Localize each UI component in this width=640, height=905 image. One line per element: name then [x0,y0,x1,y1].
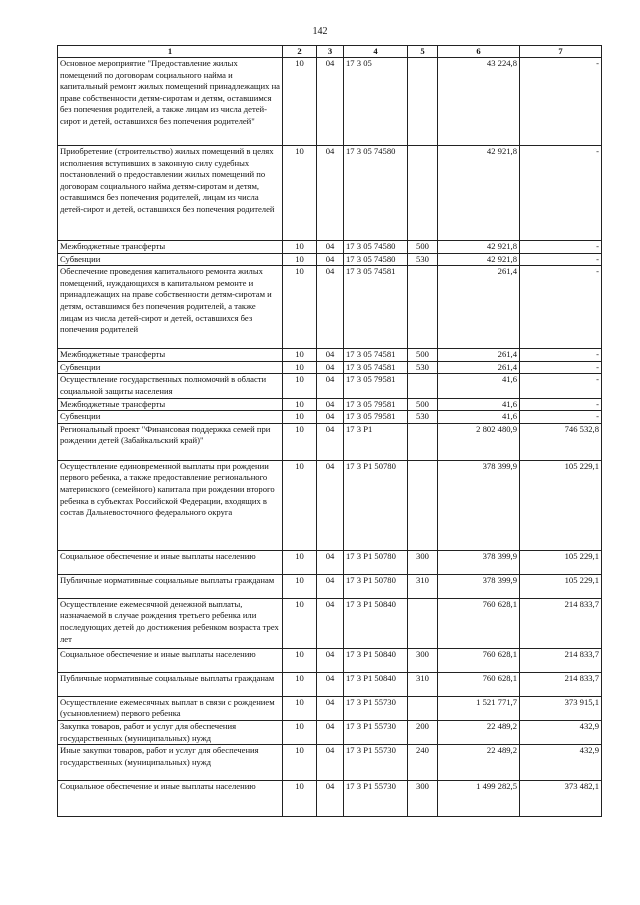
cell-name: Осуществление государственных полномочий в области социальной защиты населения [58,374,283,398]
cell-subsection: 04 [317,598,344,648]
cell-target-article: 17 3 P1 55730 [344,745,408,781]
cell-amount-2: 373 482,1 [520,781,602,817]
column-header: 7 [520,46,602,58]
cell-amount-1: 42 921,8 [438,241,520,254]
table-row [58,374,602,398]
table-row [58,398,602,411]
cell-target-article: 17 3 05 74581 [344,361,408,374]
table-row [58,266,602,349]
cell-amount-1: 41,6 [438,398,520,411]
cell-name: Приобретение (строительство) жилых помещений в целях исполнения вступивших в законную силу судебных постановлений о предоставлении жилых помещений по договорам социального найма детям-сиротам и детям, оставшимся без попечения родителей, лицам из числа детей-сирот и детей, оставшихся без попечения родителей [58,146,283,241]
cell-amount-2: 432,9 [520,720,602,744]
cell-name: Социальное обеспечение и иные выплаты населению [58,781,283,817]
cell-target-article: 17 3 05 79581 [344,374,408,398]
cell-section: 10 [283,266,317,349]
table-row [58,361,602,374]
cell-expense-type: 530 [408,361,438,374]
table-body [58,58,602,817]
cell-target-article: 17 3 P1 55730 [344,781,408,817]
cell-amount-1: 2 802 480,9 [438,423,520,460]
table-row [58,648,602,672]
cell-section: 10 [283,349,317,362]
table-row [58,550,602,574]
table-row [58,146,602,241]
cell-target-article: 17 3 P1 [344,423,408,460]
cell-expense-type: 310 [408,672,438,696]
cell-name: Социальное обеспечение и иные выплаты населению [58,648,283,672]
cell-amount-1: 261,4 [438,349,520,362]
cell-expense-type: 240 [408,745,438,781]
cell-subsection: 04 [317,349,344,362]
cell-name: Осуществление единовременной выплаты при рождении первого ребенка, а также предоставление регионального материнского (семейного) капитала при рождении второго ребенка в субъектах Российской Федерации, входящих в состав Дальневосточного федерального округа [58,460,283,550]
cell-amount-2: 105 229,1 [520,460,602,550]
cell-target-article: 17 3 05 74581 [344,266,408,349]
cell-name: Межбюджетные трансферты [58,349,283,362]
table-row [58,349,602,362]
table-row [58,241,602,254]
cell-section: 10 [283,745,317,781]
cell-amount-1: 378 399,9 [438,550,520,574]
column-header: 1 [58,46,283,58]
cell-expense-type [408,696,438,720]
cell-section: 10 [283,253,317,266]
cell-amount-2: 105 229,1 [520,574,602,598]
table-row [58,423,602,460]
cell-amount-2: - [520,349,602,362]
cell-target-article: 17 3 P1 55730 [344,696,408,720]
cell-section: 10 [283,598,317,648]
cell-subsection: 04 [317,672,344,696]
cell-amount-1: 760 628,1 [438,648,520,672]
cell-amount-2: 214 833,7 [520,648,602,672]
cell-expense-type: 310 [408,574,438,598]
cell-name: Осуществление ежемесячных выплат в связи с рождением (усыновлением) первого ребенка [58,696,283,720]
cell-amount-1: 760 628,1 [438,672,520,696]
cell-name: Основное мероприятие "Предоставление жилых помещений по договорам социального найма и капитальный ремонт жилых помещений принадлежащих на праве собственности детям-сиротам и детям, оставшимся без попечения родителей, а также лицам из числа детей-сирот и детей, оставшихся без попечения родителей" [58,58,283,146]
column-header: 6 [438,46,520,58]
cell-name: Субвенции [58,361,283,374]
cell-section: 10 [283,460,317,550]
cell-name: Публичные нормативные социальные выплаты гражданам [58,672,283,696]
cell-amount-2: - [520,398,602,411]
cell-target-article: 17 3 05 74580 [344,146,408,241]
cell-name: Осуществление ежемесячной денежной выплаты, назначаемой в случае рождения третьего ребенка или последующих детей до достижения ребенком возраста трех лет [58,598,283,648]
cell-target-article: 17 3 05 74581 [344,349,408,362]
page-number: 142 [312,26,328,37]
table-row [58,598,602,648]
cell-section: 10 [283,361,317,374]
budget-table [57,45,602,817]
cell-expense-type [408,58,438,146]
cell-amount-2: - [520,241,602,254]
cell-subsection: 04 [317,146,344,241]
cell-amount-1: 42 921,8 [438,253,520,266]
cell-target-article: 17 3 05 74580 [344,253,408,266]
cell-target-article: 17 3 P1 55730 [344,720,408,744]
header-row [58,46,602,58]
table-row [58,720,602,744]
cell-subsection: 04 [317,745,344,781]
cell-name: Закупка товаров, работ и услуг для обеспечения государственных (муниципальных) нужд [58,720,283,744]
cell-amount-1: 41,6 [438,411,520,424]
cell-amount-2: 105 229,1 [520,550,602,574]
cell-section: 10 [283,58,317,146]
table-row [58,58,602,146]
cell-expense-type: 300 [408,648,438,672]
column-header: 3 [317,46,344,58]
cell-target-article: 17 3 05 79581 [344,411,408,424]
cell-expense-type: 500 [408,349,438,362]
cell-name: Межбюджетные трансферты [58,398,283,411]
cell-expense-type [408,598,438,648]
cell-amount-2: - [520,266,602,349]
cell-section: 10 [283,720,317,744]
cell-amount-1: 261,4 [438,361,520,374]
cell-expense-type: 500 [408,398,438,411]
cell-subsection: 04 [317,574,344,598]
cell-amount-2: - [520,58,602,146]
cell-section: 10 [283,648,317,672]
cell-expense-type: 200 [408,720,438,744]
cell-section: 10 [283,398,317,411]
cell-subsection: 04 [317,648,344,672]
cell-amount-1: 760 628,1 [438,598,520,648]
cell-amount-1: 22 489,2 [438,745,520,781]
table-row [58,781,602,817]
cell-target-article: 17 3 05 74580 [344,241,408,254]
cell-name: Межбюджетные трансферты [58,241,283,254]
cell-section: 10 [283,423,317,460]
cell-amount-2: 746 532,8 [520,423,602,460]
cell-target-article: 17 3 05 [344,58,408,146]
cell-subsection: 04 [317,374,344,398]
cell-expense-type: 530 [408,411,438,424]
cell-section: 10 [283,374,317,398]
cell-amount-1: 1 499 282,5 [438,781,520,817]
cell-target-article: 17 3 P1 50840 [344,672,408,696]
table-row [58,253,602,266]
cell-subsection: 04 [317,423,344,460]
cell-amount-2: 432,9 [520,745,602,781]
cell-expense-type [408,460,438,550]
cell-section: 10 [283,672,317,696]
cell-subsection: 04 [317,720,344,744]
cell-subsection: 04 [317,781,344,817]
cell-target-article: 17 3 05 79581 [344,398,408,411]
cell-section: 10 [283,411,317,424]
cell-amount-2: - [520,146,602,241]
table-row [58,411,602,424]
column-header: 2 [283,46,317,58]
column-header: 4 [344,46,408,58]
cell-target-article: 17 3 P1 50780 [344,550,408,574]
cell-section: 10 [283,241,317,254]
cell-amount-1: 43 224,8 [438,58,520,146]
cell-amount-1: 378 399,9 [438,460,520,550]
cell-subsection: 04 [317,398,344,411]
cell-subsection: 04 [317,361,344,374]
table-row [58,574,602,598]
cell-amount-2: - [520,361,602,374]
cell-subsection: 04 [317,253,344,266]
cell-expense-type [408,374,438,398]
table-row [58,672,602,696]
cell-subsection: 04 [317,241,344,254]
cell-expense-type: 300 [408,550,438,574]
cell-target-article: 17 3 P1 50780 [344,460,408,550]
table-row [58,745,602,781]
cell-expense-type [408,423,438,460]
cell-amount-1: 261,4 [438,266,520,349]
cell-amount-1: 22 489,2 [438,720,520,744]
cell-section: 10 [283,696,317,720]
cell-amount-2: - [520,411,602,424]
cell-subsection: 04 [317,58,344,146]
cell-target-article: 17 3 P1 50840 [344,598,408,648]
cell-name: Субвенции [58,253,283,266]
cell-name: Иные закупки товаров, работ и услуг для обеспечения государственных (муниципальных) нужд [58,745,283,781]
cell-name: Социальное обеспечение и иные выплаты населению [58,550,283,574]
cell-amount-2: 214 833,7 [520,598,602,648]
cell-name: Обеспечение проведения капитального ремонта жилых помещений, нуждающихся в капитальном ремонте и принадлежащих на праве собственности детям-сиротам и детям, оставшимся без попечения родителей, а также лицам из числа детей-сирот и детей, оставшихся без попечения родителей [58,266,283,349]
cell-target-article: 17 3 P1 50840 [344,648,408,672]
cell-subsection: 04 [317,460,344,550]
cell-amount-1: 42 921,8 [438,146,520,241]
cell-amount-2: - [520,253,602,266]
cell-name: Субвенции [58,411,283,424]
cell-expense-type: 530 [408,253,438,266]
table-row [58,696,602,720]
cell-section: 10 [283,550,317,574]
cell-expense-type: 500 [408,241,438,254]
cell-name: Публичные нормативные социальные выплаты гражданам [58,574,283,598]
cell-amount-1: 378 399,9 [438,574,520,598]
cell-subsection: 04 [317,266,344,349]
cell-expense-type: 300 [408,781,438,817]
cell-section: 10 [283,574,317,598]
cell-amount-2: 214 833,7 [520,672,602,696]
cell-subsection: 04 [317,696,344,720]
cell-expense-type [408,146,438,241]
cell-expense-type [408,266,438,349]
cell-section: 10 [283,146,317,241]
column-header: 5 [408,46,438,58]
table-row [58,460,602,550]
cell-target-article: 17 3 P1 50780 [344,574,408,598]
cell-subsection: 04 [317,550,344,574]
cell-amount-1: 41,6 [438,374,520,398]
cell-amount-2: - [520,374,602,398]
cell-subsection: 04 [317,411,344,424]
cell-section: 10 [283,781,317,817]
cell-amount-2: 373 915,1 [520,696,602,720]
cell-amount-1: 1 521 771,7 [438,696,520,720]
cell-name: Региональный проект "Финансовая поддержка семей при рождении детей (Забайкальский край)" [58,423,283,460]
